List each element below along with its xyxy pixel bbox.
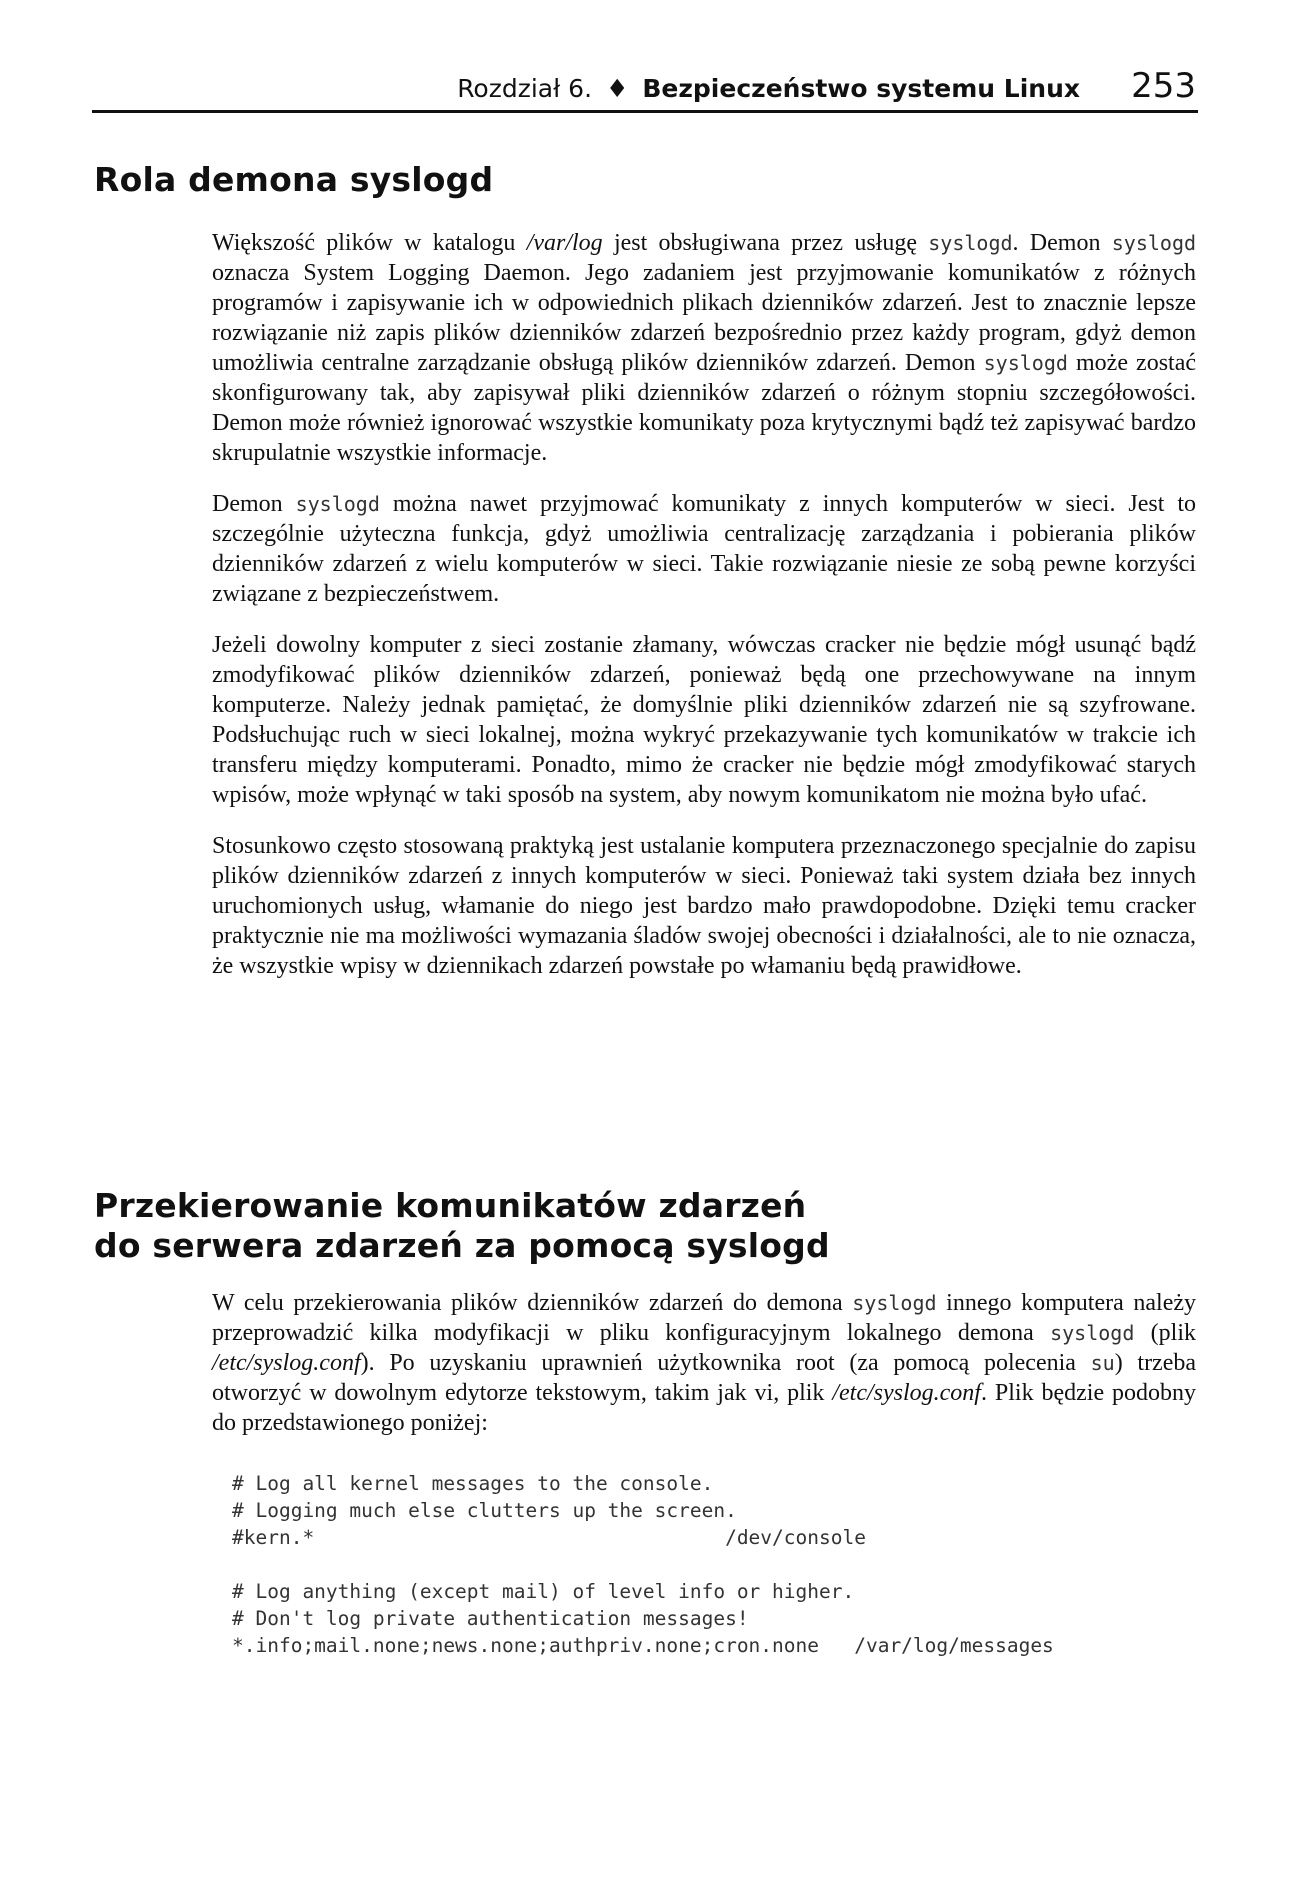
section-body-przekierowanie	[212, 1288, 1196, 1459]
text-run: Demon	[212, 491, 296, 517]
text-run: ) trzeba otworzyć w dowolnym edytorze tekstowym, takim jak vi, plik	[212, 1350, 1197, 1406]
heading-line-1: Przekierowanie komunikatów zdarzeń	[94, 1186, 807, 1225]
paragraph-4: Stosunkowo często stosowaną praktyką jest ustalanie komputera przeznaczonego specjalnie do zapisu plików dzienników zdarzeń z innych komputerów w sieci. Ponieważ taki system działa bez innych uruchomionych usług, włamanie do niego jest bardzo mało prawdopodobne. Dzięki temu cracker praktycznie nie ma możliwości wymazania śladów swojej obecności i działalności, ale to nie oznacza, że wszystkie wpisy w dziennikach zdarzeń powstałe po włamaniu będą prawidłowe.	[212, 833, 1196, 979]
code-syslogd: syslogd	[295, 492, 380, 516]
code-syslogd: syslogd	[852, 1291, 937, 1315]
code-line: # Don't log private authentication messages!	[232, 1607, 749, 1630]
code-syslogd: syslogd	[983, 351, 1068, 375]
code-syslogd: syslogd	[928, 231, 1013, 255]
text-run: można nawet przyjmować komunikaty z innych komputerów w sieci. Jest to szczególnie użyteczna funkcja, gdyż umożliwia centralizację zarządzania i pobierania plików dzienników zdarzeń z wielu komputerów w sieci. Takie rozwiązanie niesie ze sobą pewne korzyści związane z bezpieczeństwem.	[212, 491, 1196, 607]
text-run: . Plik będzie podobny do przedstawionego poniżej:	[212, 1380, 1196, 1436]
paragraph-5	[212, 1288, 1196, 1438]
text-run: . Demon	[1012, 230, 1112, 256]
section-body-rola-demona	[212, 228, 1196, 1002]
text-run: ). Po uzyskaniu uprawnień użytkownika root (za pomocą polecenia	[360, 1350, 1091, 1376]
path-etc-syslog-conf: /etc/syslog.conf	[212, 1350, 361, 1376]
code-syslogd: syslogd	[1111, 231, 1197, 255]
diamond-icon: ♦	[605, 74, 629, 103]
chapter-title: Bezpieczeństwo systemu Linux	[642, 74, 1080, 103]
paragraph-1	[212, 228, 1196, 468]
code-line: *.info;mail.none;news.none;authpriv.none;cron.none /var/log/messages	[232, 1634, 1054, 1657]
code-su: su	[1090, 1351, 1115, 1375]
chapter-number: Rozdział 6.	[457, 74, 593, 103]
section-heading-rola-demona: Rola demona syslogd	[94, 160, 494, 199]
code-syslogd: syslogd	[1050, 1321, 1135, 1345]
header-chapter-label	[457, 74, 1080, 104]
text-run: jest obsługiwana przez usługę	[602, 230, 929, 256]
paragraph-3: Jeżeli dowolny komputer z sieci zostanie złamany, wówczas cracker nie będzie mógł usunąć bądź zmodyfikować plików dzienników zdarzeń, ponieważ będą one przechowywane na innym komputerze. Należy jednak pamiętać, że domyślnie pliki dzienników zdarzeń nie są szyfrowane. Podsłuchując ruch w sieci lokalnej, można wykryć przekazywanie tych komunikatów w trakcie ich transferu między komputerami. Ponadto, mimo że cracker nie będzie mógł zmodyfikować starych wpisów, może wpłynąć w taki sposób na system, aby nowym komunikatom nie można było ufać.	[212, 632, 1196, 808]
path-etc-syslog-conf: /etc/syslog.conf	[832, 1380, 981, 1406]
code-listing-syslog-conf	[232, 1470, 1132, 1659]
text-run: Większość plików w katalogu	[212, 230, 527, 256]
paragraph-2	[212, 489, 1196, 609]
page-number: 253	[1131, 66, 1196, 106]
code-line: # Log all kernel messages to the console.	[232, 1472, 714, 1495]
code-line: #kern.* /dev/console	[232, 1526, 866, 1549]
text-run: może zostać skonfigurowany tak, aby zapisywał pliki dzienników zdarzeń o różnym stopniu szczegółowości. Demon może również ignorować wszystkie komunikaty poza krytycznymi bądź też zapisywać bardzo skrupulatnie wszystkie informacje.	[212, 350, 1197, 466]
text-run: oznacza System Logging Daemon. Jego zadaniem jest przyjmowanie komunikatów z różnych programów i zapisywanie ich w odpowiednich plikach dzienników zdarzeń. Jest to znacznie lepsze rozwiązanie niż zapis plików dzienników zdarzeń bezpośrednio przez każdy program, gdyż demon umożliwia centralne zarządzanie obsługą plików dzienników zdarzeń. Demon	[212, 260, 1196, 376]
path-var-log: /var/log	[526, 230, 603, 256]
text-run: (plik	[1134, 1320, 1197, 1346]
running-header	[92, 66, 1198, 113]
heading-line-2: do serwera zdarzeń za pomocą syslogd	[94, 1226, 830, 1265]
code-line: # Log anything (except mail) of level info or higher.	[232, 1580, 855, 1603]
text-run: innego komputera należy przeprowadzić kilka modyfikacji w pliku konfiguracyjnym lokalnego demona	[212, 1290, 1196, 1346]
code-line: # Logging much else clutters up the screen.	[232, 1499, 737, 1522]
text-run: W celu przekierowania plików dzienników zdarzeń do demona	[212, 1290, 853, 1316]
section-heading-przekierowanie	[94, 1186, 994, 1266]
